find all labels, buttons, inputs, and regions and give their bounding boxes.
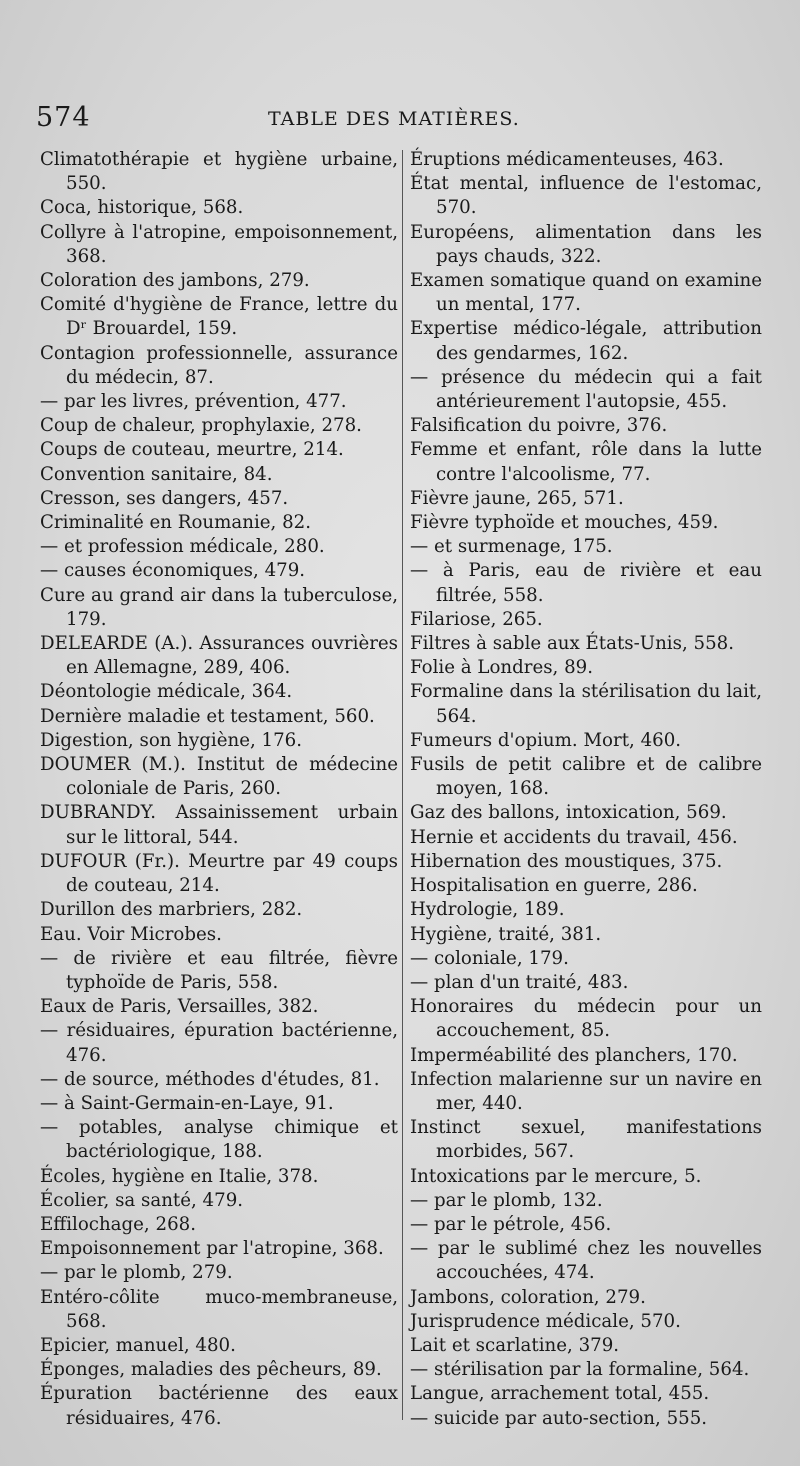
index-entry: — coloniale, 179. — [410, 947, 569, 969]
right-column — [410, 148, 762, 1431]
index-entry: Coups de couteau, meurtre, 214. — [40, 439, 344, 461]
index-entry: — et profession médicale, 280. — [40, 536, 325, 558]
index-entry: Filtres à sable aux États-Unis, 558. — [410, 633, 735, 655]
index-entry: Infection malarienne sur un navire en mer, 440. — [410, 1068, 762, 1114]
index-entry: Fièvre typhoïde et mouches, 459. — [410, 512, 719, 534]
index-entry: Contagion professionnelle, assurance du médecin, 87. — [40, 342, 398, 388]
page-number: 574 — [36, 102, 91, 133]
index-entry: Femme et enfant, rôle dans la lutte contre l'alcoolisme, 77. — [410, 439, 762, 485]
index-entry: Déontologie médicale, 364. — [40, 681, 293, 703]
index-entry: — par le sublimé chez les nouvelles accouchées, 474. — [410, 1238, 762, 1284]
index-entry: Hibernation des moustiques, 375. — [410, 850, 723, 872]
index-entry: Durillon des marbriers, 282. — [40, 899, 303, 921]
index-entry: Éponges, maladies des pêcheurs, 89. — [40, 1359, 382, 1381]
index-entry: Jambons, coloration, 279. — [410, 1286, 646, 1308]
index-entry: — résiduaires, épuration bactérienne, 476. — [40, 1020, 398, 1066]
page-header — [36, 102, 760, 136]
index-entry: — par les livres, prévention, 477. — [40, 391, 347, 413]
index-entry: Écoles, hygiène en Italie, 378. — [40, 1165, 319, 1187]
index-entry: Instinct sexuel, manifestations morbides, 567. — [410, 1117, 762, 1163]
index-entry: Digestion, son hygiène, 176. — [40, 729, 303, 751]
index-entry: Honoraires du médecin pour un accouchement, 85. — [410, 996, 762, 1042]
index-entry: Filariose, 265. — [410, 608, 543, 630]
index-entry: Dernière maladie et testament, 560. — [40, 705, 375, 727]
index-entry: — présence du médecin qui a fait antérieurement l'autopsie, 455. — [410, 366, 762, 413]
running-title: TABLE DES MATIÈRES. — [268, 108, 520, 130]
index-entry: Jurisprudence médicale, 570. — [410, 1310, 681, 1332]
index-entry: Imperméabilité des planchers, 170. — [410, 1044, 738, 1066]
index-entry: — à Saint-Germain-en-Laye, 91. — [40, 1092, 334, 1114]
index-entry: Hygiène, traité, 381. — [410, 923, 602, 945]
index-entry: Fumeurs d'opium. Mort, 460. — [410, 729, 682, 751]
index-entry: Empoisonnement par l'atropine, 368. — [40, 1238, 384, 1260]
index-entry: Convention sanitaire, 84. — [40, 463, 273, 485]
index-entry: Coloration des jambons, 279. — [40, 270, 310, 292]
index-entry: Fusils de petit calibre et de calibre moyen, 168. — [410, 754, 762, 800]
index-entry: — et surmenage, 175. — [410, 536, 613, 558]
index-entry: Langue, arrachement total, 455. — [410, 1383, 710, 1405]
index-entry: Eaux de Paris, Versailles, 382. — [40, 996, 319, 1018]
index-entry: — par le plomb, 132. — [410, 1189, 603, 1211]
index-entry: Falsification du poivre, 376. — [410, 415, 668, 437]
index-entry: — plan d'un traité, 483. — [410, 971, 629, 993]
index-entry: Folie à Londres, 89. — [410, 657, 594, 679]
index-entry: — stérilisation par la formaline, 564. — [410, 1359, 750, 1381]
index-entry: Lait et scarlatine, 379. — [410, 1334, 620, 1356]
index-entry: Fièvre jaune, 265, 571. — [410, 487, 624, 509]
index-entry: — par le plomb, 279. — [40, 1262, 233, 1284]
index-entry: — causes économiques, 479. — [40, 560, 306, 582]
index-entry: Climatothérapie et hygiène urbaine, 550. — [40, 149, 398, 195]
index-entry: — de rivière et eau filtrée, fièvre typhoïde de Paris, 558. — [40, 947, 398, 993]
index-entry: Hospitalisation en guerre, 286. — [410, 875, 698, 897]
index-entry: Épuration bactérienne des eaux résiduaires, 476. — [40, 1383, 398, 1429]
index-entry: Formaline dans la stérilisation du lait, 564. — [410, 681, 762, 727]
index-entry: Criminalité en Roumanie, 82. — [40, 512, 312, 534]
index-entry: — potables, analyse chimique et bactériologique, 188. — [40, 1117, 398, 1163]
index-entry: Effilochage, 268. — [40, 1213, 196, 1235]
index-entry: Comité d'hygiène de France, lettre du Dʳ Brouardel, 159. — [40, 294, 398, 340]
index-entry: Coup de chaleur, prophylaxie, 278. — [40, 415, 362, 437]
index-entry: — à Paris, eau de rivière et eau filtrée, 558. — [410, 560, 762, 606]
index-entry: Hernie et accidents du travail, 456. — [410, 826, 738, 848]
index-entry: Epicier, manuel, 480. — [40, 1334, 236, 1356]
index-entry: Entéro-côlite muco-membraneuse, 568. — [40, 1286, 398, 1332]
index-entry: État mental, influence de l'estomac, 570. — [410, 173, 762, 219]
index-entry: — suicide par auto-section, 555. — [410, 1407, 708, 1429]
index-entry: Gaz des ballons, intoxication, 569. — [410, 802, 727, 824]
index-entry: DUBRANDY. Assainissement urbain sur le littoral, 544. — [40, 802, 398, 848]
index-entry: DUFOUR (Fr.). Meurtre par 49 coups de couteau, 214. — [40, 850, 398, 897]
index-entry: DOUMER (M.). Institut de médecine coloniale de Paris, 260. — [40, 754, 398, 800]
index-entry: Éruptions médicamenteuses, 463. — [410, 149, 724, 170]
index-entry: DELEARDE (A.). Assurances ouvrières en Allemagne, 289, 406. — [40, 633, 398, 679]
column-divider — [402, 150, 403, 1420]
index-entry: Cresson, ses dangers, 457. — [40, 487, 289, 509]
index-entry: Cure au grand air dans la tuberculose, 179. — [40, 584, 398, 630]
index-entry: Intoxications par le mercure, 5. — [410, 1165, 702, 1187]
index-entry: Hydrologie, 189. — [410, 899, 565, 921]
index-entry: Collyre à l'atropine, empoisonnement, 368. — [40, 221, 398, 267]
index-entry: Coca, historique, 568. — [40, 197, 244, 219]
index-entry: — par le pétrole, 456. — [410, 1213, 612, 1235]
index-entry: Expertise médico-légale, attribution des gendarmes, 162. — [410, 318, 762, 364]
left-column — [40, 148, 398, 1431]
index-entry: Écolier, sa santé, 479. — [40, 1189, 244, 1211]
index-entry: Européens, alimentation dans les pays chauds, 322. — [410, 221, 762, 267]
index-entry: Eau. Voir Microbes. — [40, 923, 222, 945]
index-entry: Examen somatique quand on examine un mental, 177. — [410, 270, 762, 316]
index-entry: — de source, méthodes d'études, 81. — [40, 1068, 380, 1090]
